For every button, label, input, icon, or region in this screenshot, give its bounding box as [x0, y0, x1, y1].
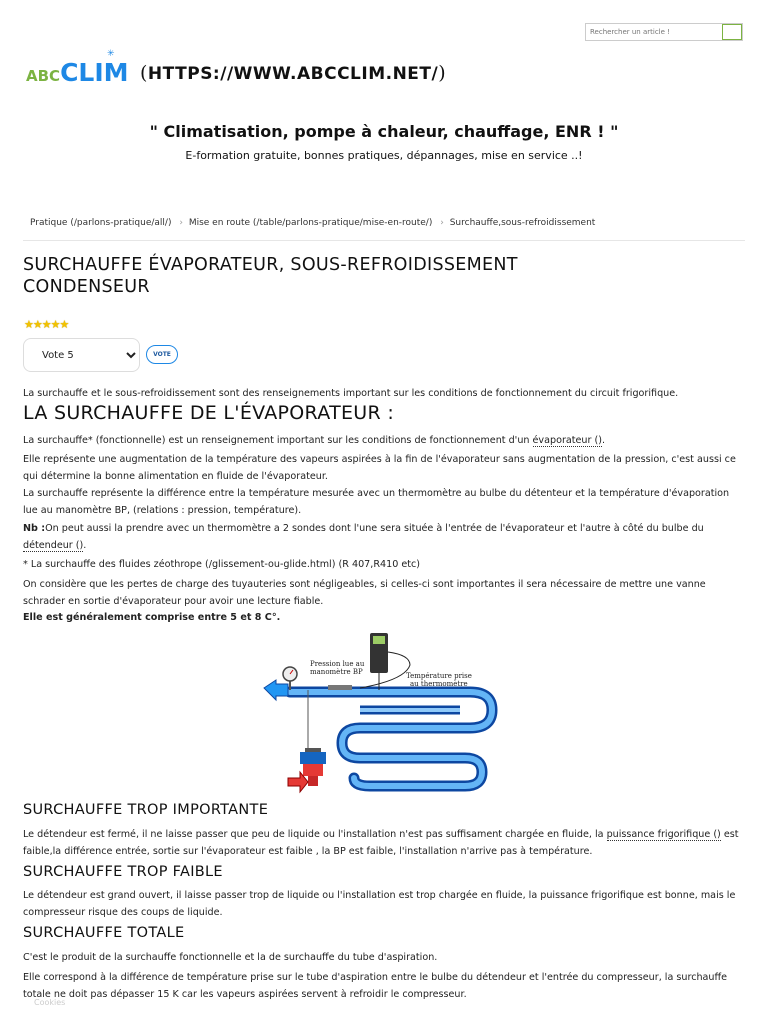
section-heading-surchauffe: LA SURCHAUFFE DE L'ÉVAPORATEUR : [23, 402, 395, 424]
logo-clim-text: CLIM ✳ [60, 49, 129, 87]
rating-stars: ★★★★★ [24, 318, 69, 331]
page-title: SURCHAUFFE ÉVAPORATEUR, SOUS-REFROIDISSEMENT CONDENSEUR [23, 255, 518, 297]
site-subtagline: E-formation gratuite, bonnes pratiques, dépannages, mise en service ..! [185, 149, 583, 162]
paragraph: Elle représente une augmentation de la température des vapeurs aspirées à la fin de l'évaporateur sans augmentation de la pression, c'est aussi ce qui détermine la bonne alimentation en fluide de l'évaporateur. [23, 454, 736, 482]
diagram-label-temperature-2: au thermomètre [410, 680, 468, 688]
heading-surchauffe-importante: SURCHAUFFE TROP IMPORTANTE [23, 802, 269, 818]
diagram-label-pressure: Pression lue au [310, 660, 365, 668]
vote-select[interactable] [23, 338, 140, 372]
snowflake-icon: ✳ [106, 49, 115, 59]
vote-button[interactable]: VOTE [146, 345, 178, 364]
paragraph: Le détendeur est grand ouvert, il laisse passer trop de liquide ou l'installation est trop chargée en fluide, la puissance frigorifique est bonne, mais le compresseur risque des coups de liquide. [23, 890, 736, 918]
diagram-label-pressure-2: manomètre BP [310, 668, 363, 676]
heading-surchauffe-faible: SURCHAUFFE TROP FAIBLE [23, 864, 223, 880]
site-url-link[interactable]: HTTPS://WWW.ABCCLIM.NET/ [147, 64, 439, 84]
paragraph: On considère que les pertes de charge des tuyauteries sont négligeables, si celles-ci sont importantes il sera nécessaire de mettre une vanne schrader en sortie d'évaporateur pour avoir une lecture fiable. [23, 579, 706, 607]
breadcrumb-item-current: Surchauffe,sous-refroidissement [449, 218, 596, 228]
heading-surchauffe-totale: SURCHAUFFE TOTALE [23, 925, 185, 941]
detendeur-link[interactable]: détendeur () [23, 540, 84, 551]
site-logo[interactable] [26, 49, 129, 87]
breadcrumb-item-mise-en-route[interactable]: Mise en route (/table/parlons-pratique/mise-en-route/) [188, 218, 433, 228]
paragraph: Le détendeur est fermé, il ne laisse passer que peu de liquide ou l'installation n'est pas suffisament chargée en fluide, la puissance frigorifique () est faible,la différence entrée, sortie sur l'évaporateur est faible , la BP est faible, l'installation n'arrive pas à température. [23, 829, 739, 857]
paragraph: * La surchauffe des fluides zéothrope (/glissement-ou-glide.html) (R 407,R410 etc) [23, 559, 421, 570]
site-tagline: " Climatisation, pompe à chaleur, chauffage, ENR ! " [149, 122, 619, 141]
breadcrumb-separator: › [179, 218, 183, 228]
search-input[interactable] [586, 24, 722, 40]
paragraph: Elle correspond à la différence de température prise sur le tube d'aspiration entre le bulbe du détendeur et l'entrée du compresseur, la surchauffe totale ne doit pas dépasser 15 K car les vapeurs aspirées servent à refroidir le compresseur. [23, 972, 728, 1000]
logo-abc-text: ABC [26, 67, 61, 85]
breadcrumb [30, 218, 595, 228]
paragraph: La surchauffe représente la différence entre la température mesurée avec un thermomètre au bulbe du détenteur et la température d'évaporation lue au manomètre BP, (relations : pression, température). [23, 488, 730, 516]
paragraph: C'est le produit de la surchauffe fonctionnelle et la de surchauffe du tube d'aspiration. [23, 952, 438, 963]
search-form [585, 23, 743, 41]
intro-text: La surchauffe et le sous-refroidissement sont des renseignements important sur les conditions de fonctionnement du circuit frigorifique. [23, 388, 679, 399]
breadcrumb-separator: › [440, 218, 444, 228]
divider [23, 240, 745, 241]
diagram-label-temperature: Température prise [406, 672, 472, 680]
breadcrumb-item-pratique[interactable]: Pratique (/parlons-pratique/all/) [30, 218, 172, 228]
site-url: (HTTPS://WWW.ABCCLIM.NET/) [140, 62, 447, 84]
cookie-link[interactable]: Cookies [34, 998, 66, 1007]
puissance-frigorifique-link[interactable]: puissance frigorifique () [606, 829, 721, 840]
paragraph-bold: Elle est généralement comprise entre 5 et 8 C°. [23, 612, 281, 623]
paragraph: Nb :On peut aussi la prendre avec un thermomètre a 2 sondes dont l'une sera située à l'entrée de l'évaporateur et l'autre à côté du bulbe du détendeur (). [23, 523, 704, 551]
evaporateur-link[interactable]: évaporateur () [532, 435, 602, 446]
search-button[interactable] [722, 24, 742, 40]
paragraph: La surchauffe* (fonctionnelle) est un renseignement important sur les conditions de fonctionnement d'un évaporateur (). [23, 435, 606, 446]
evaporator-diagram [260, 630, 510, 795]
